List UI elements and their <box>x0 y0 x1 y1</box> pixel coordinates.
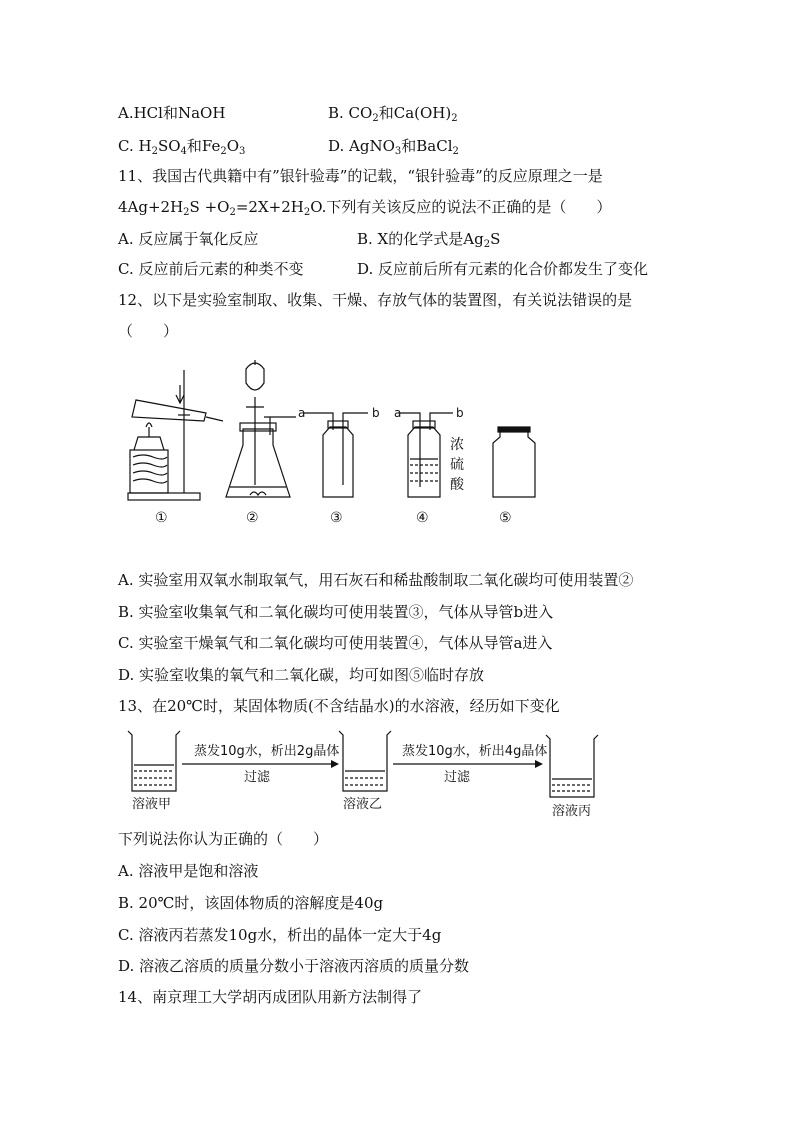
acid-label-2: 硫 <box>450 457 464 473</box>
q11-option-b: B. X的化学式是$Ag_2S$ <box>357 230 501 250</box>
q11-option-d: D. 反应前后所有元素的化合价都发生了变化 <box>357 260 649 278</box>
q11-option-c: C. 反应前后元素的种类不变 <box>118 260 304 278</box>
q13-ask: 下列说法你认为正确的（ ） <box>118 830 329 848</box>
q14-stem: 14、南京理工大学胡丙成团队用新方法制得了 <box>118 988 423 1006</box>
q13-option-d: D. 溶液乙溶质的质量分数小于溶液丙溶质的质量分数 <box>118 957 470 975</box>
q10-option-b: B. $CO_2$和$Ca(OH)_2$ <box>328 104 458 124</box>
q13-option-b: B. 20℃时，该固体物质的溶解度是40g <box>118 894 384 912</box>
pipe-b-label-3: b <box>372 406 380 420</box>
q12-option-c: C. 实验室干燥氧气和二氧化碳均可使用装置④，气体从导管a进入 <box>118 634 553 652</box>
apparatus-1-heating <box>128 370 223 500</box>
beaker-3 <box>546 735 598 797</box>
step2-top-text: 蒸发10g水，析出4g晶体 <box>402 744 548 759</box>
beaker-2 <box>339 731 391 791</box>
label-2: ② <box>246 510 259 526</box>
apparatus-4-dry-bottle <box>398 413 453 497</box>
beaker-1-label: 溶液甲 <box>132 797 172 812</box>
label-4: ④ <box>416 510 429 526</box>
beaker-3-label: 溶液丙 <box>552 804 592 819</box>
q12-option-b: B. 实验室收集氧气和二氧化碳均可使用装置③，气体从导管b进入 <box>118 603 554 621</box>
step1-bottom-text: 过滤 <box>244 770 271 785</box>
q10-option-a: A.HCl和NaOH <box>118 104 226 122</box>
apparatus-2-flask <box>226 360 296 497</box>
q12-option-d: D. 实验室收集的氧气和二氧化碳，均可如图⑤临时存放 <box>118 666 485 684</box>
q10-option-c: C. $H_2SO_4$和$Fe_2O_3$ <box>118 137 246 157</box>
q12-apparatus-figure <box>118 355 548 530</box>
step2-bottom-text: 过滤 <box>444 770 471 785</box>
q11-option-a: A. 反应属于氧化反应 <box>118 230 259 248</box>
beaker-1 <box>128 731 180 791</box>
acid-label-3: 酸 <box>450 477 464 493</box>
pipe-b-label-4: b <box>456 406 464 420</box>
pipe-a-label-4: a <box>394 406 402 420</box>
q12-stem-paren: （ ） <box>118 322 179 340</box>
q13-process-figure <box>118 725 608 820</box>
apparatus-3-collect-bottle <box>303 413 368 497</box>
q13-stem: 13、在20℃时，某固体物质(不含结晶水)的水溶液，经历如下变化 <box>118 697 560 715</box>
pipe-a-label-3: a <box>298 406 306 420</box>
label-5: ⑤ <box>499 510 512 526</box>
q11-stem: 11、我国古代典籍中有”银针验毒”的记载，“银针验毒”的反应原理之一是 <box>118 167 603 185</box>
q10-option-d: D. AgNO$_3$和BaCl$_2$ <box>328 137 459 157</box>
step1-top-text: 蒸发10g水，析出2g晶体 <box>194 744 340 759</box>
acid-label-1: 浓 <box>450 437 464 453</box>
label-3: ③ <box>330 510 343 526</box>
q11-equation: $4Ag+2H_2S +O_2=2X+2H_2O$.下列有关该反应的说法不正确的是（ ） <box>118 198 612 218</box>
beaker-2-label: 溶液乙 <box>343 797 383 812</box>
q13-option-a: A. 溶液甲是饱和溶液 <box>118 862 259 880</box>
label-1: ① <box>155 510 168 526</box>
q12-option-a: A. 实验室用双氧水制取氧气，用石灰石和稀盐酸制取二氧化碳均可使用装置② <box>118 571 634 589</box>
q13-option-c: C. 溶液丙若蒸发10g水，析出的晶体一定大于4g <box>118 926 442 944</box>
apparatus-5-storage-bottle <box>493 427 535 497</box>
q12-stem: 12、以下是实验室制取、收集、干燥、存放气体的装置图，有关说法错误的是 <box>118 291 633 309</box>
